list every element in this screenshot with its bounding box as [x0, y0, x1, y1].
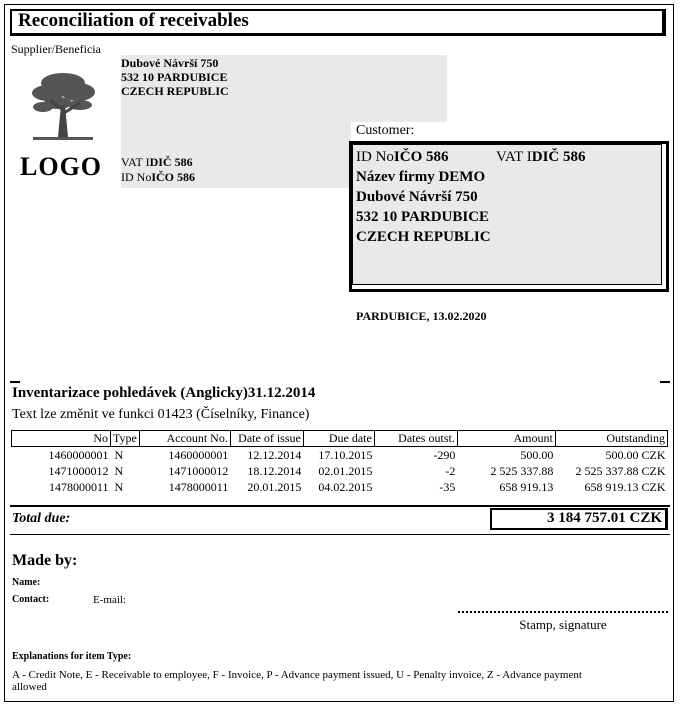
cell-issue: 12.12.2014 [247, 447, 302, 462]
cell-no: 1471000012 [48, 463, 109, 478]
explanations-text: A - Credit Note, E - Receivable to employee, F - Invoice, P - Advance payment issued, U - Penalty invoice, Z - Advance payment allowed [12, 669, 582, 693]
total-value: 3 184 757.01 CZK [546, 510, 662, 526]
inventory-subtitle: Text lze změnit ve funkci 01423 (Číselníky, Finance) [12, 407, 310, 422]
cell-issue: 20.01.2015 [247, 479, 302, 494]
cell-amount: 500.00 [520, 447, 554, 462]
table-row [12, 479, 668, 495]
name-label: Name: [12, 577, 41, 588]
total-label: Total due: [12, 511, 71, 526]
cell-outst-days: -35 [439, 479, 456, 494]
customer-label: Customer: [356, 123, 415, 138]
cell-account: 1460000001 [168, 447, 229, 462]
cell-no: 1460000001 [48, 447, 109, 462]
customer-details [356, 147, 586, 247]
col-dates-outst: Dates outst. [374, 431, 457, 447]
cell-type: N [114, 479, 124, 494]
customer-company: Název firmy DEMO [356, 169, 486, 185]
table-header-row [12, 431, 668, 447]
outstanding-value: 658 919.13 [584, 479, 639, 494]
cell-type: N [114, 447, 124, 462]
cell-outstanding [555, 447, 667, 464]
cell-no: 1478000011 [48, 479, 109, 494]
cell-amount: 658 919.13 [499, 479, 554, 494]
outstanding-value: 2 525 337.88 [575, 463, 639, 478]
table-row [12, 463, 668, 479]
place-date: PARDUBICE, 13.02.2020 [356, 309, 487, 323]
stamp-label: Stamp, signature [519, 617, 607, 632]
supplier-vat-value: DIČ 586 [149, 155, 193, 169]
supplier-country: CZECH REPUBLIC [121, 84, 229, 98]
currency: CZK [641, 479, 666, 494]
col-amount: Amount [457, 431, 555, 447]
separator-mark-right [660, 381, 670, 383]
supplier-street: Dubové Návrší 750 [121, 56, 219, 70]
signature-line [458, 611, 668, 613]
explanations-title: Explanations for item Type: [12, 651, 132, 662]
col-no: No [12, 431, 111, 447]
customer-city: 532 10 PARDUBICE [356, 209, 490, 225]
cell-due: 04.02.2015 [318, 479, 373, 494]
total-separator [10, 505, 670, 507]
document-title: Reconciliation of receivables [18, 10, 249, 31]
cell-account: 1478000011 [168, 479, 229, 494]
customer-street: Dubové Návrší 750 [356, 189, 478, 205]
customer-id-value: IČO 586 [393, 149, 449, 165]
col-issue-date: Date of issue [230, 431, 303, 447]
col-type: Type [111, 431, 140, 447]
inventory-title: Inventarizace pohledávek (Anglicky)31.12.2014 [12, 385, 316, 401]
receivables-table [11, 430, 668, 495]
customer-vat-value: DIČ 586 [531, 149, 586, 165]
cell-due: 02.01.2015 [318, 463, 373, 478]
cell-type: N [114, 463, 124, 478]
currency: CZK [641, 463, 666, 478]
cell-outstanding [555, 463, 667, 479]
cell-amount: 2 525 337.88 [490, 463, 554, 478]
cell-issue: 18.12.2014 [247, 463, 302, 478]
customer-country: CZECH REPUBLIC [356, 229, 491, 245]
supplier-address [121, 56, 229, 98]
supplier-label: Supplier/Beneficia [11, 42, 101, 56]
tree-logo-icon [28, 65, 98, 145]
separator-mark-left [10, 381, 20, 383]
total-separator-lower [10, 534, 670, 535]
email-label: E-mail: [93, 594, 126, 606]
supplier-id-value: IČO 586 [151, 170, 195, 184]
supplier-tax-ids [121, 155, 195, 185]
cell-outst-days: -290 [433, 447, 456, 462]
supplier-id-label: ID No [121, 170, 152, 184]
col-account: Account No. [139, 431, 230, 447]
supplier-city: 532 10 PARDUBICE [121, 70, 228, 84]
customer-vat-label: VAT I [496, 149, 532, 165]
customer-id-label: ID No [356, 149, 394, 165]
col-outstanding: Outstanding [555, 431, 667, 447]
outstanding-value: 500.00 [605, 447, 639, 462]
supplier-vat-label: VAT I [121, 155, 150, 169]
currency: CZK [641, 447, 666, 462]
table-row [12, 447, 668, 464]
cell-account: 1471000012 [168, 463, 229, 478]
contact-label: Contact: [12, 594, 50, 605]
col-due-date: Due date [303, 431, 374, 447]
cell-outst-days: -2 [445, 463, 456, 478]
cell-outstanding [555, 479, 667, 495]
logo-text: LOGO [20, 152, 103, 181]
made-by-title: Made by: [12, 552, 78, 569]
cell-due: 17.10.2015 [318, 447, 373, 462]
